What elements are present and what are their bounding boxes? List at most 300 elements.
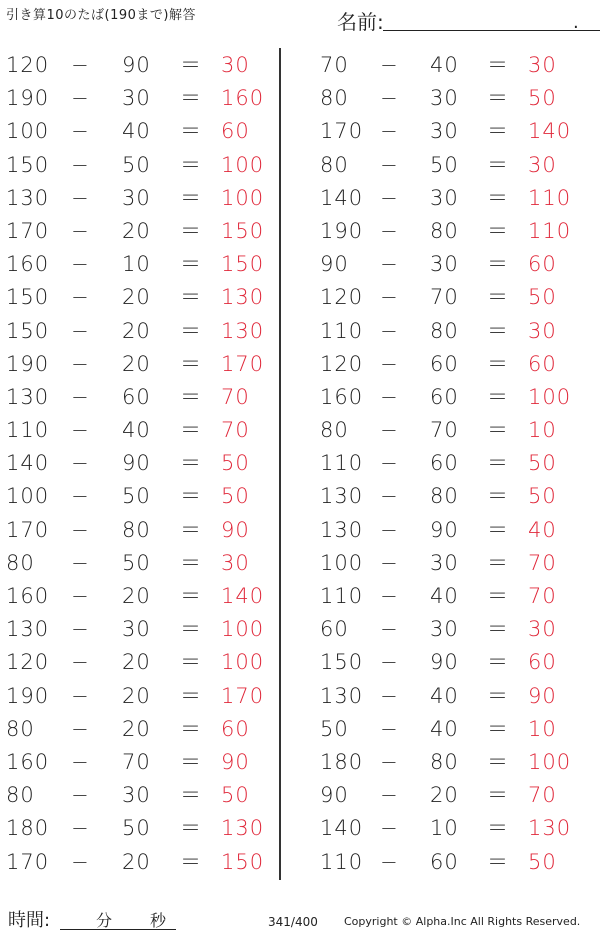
minus-sign: − — [71, 584, 90, 608]
problem-row — [316, 248, 600, 281]
problem-row — [0, 514, 290, 547]
minus-sign: − — [71, 318, 90, 343]
minus-sign: − — [380, 152, 399, 177]
answer: 70 — [221, 418, 250, 443]
subtrahend: 50 — [430, 152, 459, 177]
equals-sign: ＝ — [487, 517, 509, 542]
subtrahend: 50 — [122, 152, 151, 177]
problem-row — [0, 82, 290, 115]
equals-sign: ＝ — [487, 351, 509, 376]
answer: 30 — [221, 550, 250, 575]
left-problem-column — [0, 49, 290, 879]
minuend: 150 — [320, 650, 364, 675]
minuend: 130 — [320, 484, 364, 509]
minus-sign: − — [380, 318, 399, 343]
problem-row — [0, 149, 290, 182]
answer: 50 — [528, 451, 557, 476]
minus-sign: − — [380, 218, 399, 243]
minuend: 120 — [6, 650, 50, 675]
minus-sign: − — [71, 185, 90, 210]
minuend: 170 — [320, 119, 364, 144]
minutes-label: 分 — [96, 911, 113, 930]
minuend: 90 — [320, 783, 349, 808]
minus-sign: − — [71, 550, 90, 575]
minuend: 190 — [6, 351, 50, 376]
answer: 100 — [221, 617, 265, 642]
minus-sign: − — [380, 584, 399, 608]
subtrahend: 90 — [430, 650, 459, 675]
minuend: 60 — [320, 617, 349, 642]
minus-sign: − — [380, 384, 399, 409]
equals-sign: ＝ — [180, 617, 202, 642]
subtrahend: 30 — [430, 617, 459, 642]
minuend: 100 — [320, 550, 364, 575]
equals-sign: ＝ — [180, 252, 202, 277]
minus-sign: − — [71, 650, 90, 675]
answer: 30 — [528, 617, 557, 642]
problem-row — [316, 680, 600, 713]
answer: 110 — [528, 218, 572, 243]
answer: 60 — [528, 650, 557, 675]
minuend: 110 — [320, 584, 364, 608]
equals-sign: ＝ — [487, 749, 509, 774]
problem-row — [0, 779, 290, 812]
minus-sign: − — [71, 849, 90, 874]
minuend: 50 — [320, 716, 349, 741]
problem-row — [0, 846, 290, 879]
minus-sign: − — [380, 252, 399, 277]
minus-sign: − — [380, 749, 399, 774]
subtrahend: 20 — [122, 683, 151, 708]
subtrahend: 40 — [430, 683, 459, 708]
subtrahend: 90 — [122, 53, 151, 77]
problem-row — [0, 49, 290, 82]
minus-sign: − — [380, 783, 399, 808]
subtrahend: 50 — [122, 816, 151, 841]
answer: 90 — [221, 749, 250, 774]
copyright-notice: Copyright © Alpha.Inc All Rights Reserved. — [344, 915, 581, 928]
problem-row — [0, 547, 290, 580]
equals-sign: ＝ — [180, 584, 202, 608]
subtrahend: 10 — [122, 252, 151, 277]
problem-row — [316, 646, 600, 679]
minus-sign: − — [71, 749, 90, 774]
subtrahend: 80 — [122, 517, 151, 542]
answer: 70 — [528, 783, 557, 808]
minuend: 140 — [6, 451, 50, 476]
equals-sign: ＝ — [487, 650, 509, 675]
answer: 150 — [221, 252, 265, 277]
subtrahend: 50 — [122, 550, 151, 575]
minuend: 80 — [320, 86, 349, 111]
subtrahend: 70 — [430, 285, 459, 310]
minuend: 170 — [6, 849, 50, 874]
subtrahend: 80 — [430, 218, 459, 243]
problem-row — [316, 547, 600, 580]
minuend: 110 — [320, 318, 364, 343]
answer: 100 — [221, 650, 265, 675]
problem-row — [0, 447, 290, 480]
problem-row — [0, 580, 290, 613]
subtrahend: 20 — [122, 716, 151, 741]
answer: 130 — [221, 285, 265, 310]
subtrahend: 90 — [430, 517, 459, 542]
minus-sign: − — [71, 285, 90, 310]
problem-row — [316, 846, 600, 879]
answer: 140 — [221, 584, 265, 608]
equals-sign: ＝ — [180, 650, 202, 675]
subtrahend: 60 — [430, 849, 459, 874]
minuend: 110 — [320, 849, 364, 874]
equals-sign: ＝ — [180, 517, 202, 542]
problem-row — [0, 713, 290, 746]
problem-row — [0, 613, 290, 646]
equals-sign: ＝ — [487, 683, 509, 708]
minuend: 80 — [6, 550, 35, 575]
answer: 40 — [528, 517, 557, 542]
minuend: 150 — [6, 152, 50, 177]
subtrahend: 40 — [430, 716, 459, 741]
minus-sign: − — [71, 119, 90, 144]
minus-sign: − — [71, 783, 90, 808]
answer: 60 — [221, 119, 250, 144]
equals-sign: ＝ — [487, 849, 509, 874]
answer: 70 — [528, 584, 557, 608]
answer: 130 — [221, 816, 265, 841]
problem-row — [316, 281, 600, 314]
minuend: 120 — [320, 285, 364, 310]
answer: 60 — [221, 716, 250, 741]
minus-sign: − — [380, 86, 399, 111]
problem-row — [316, 447, 600, 480]
problem-row — [0, 315, 290, 348]
subtrahend: 30 — [122, 185, 151, 210]
minus-sign: − — [380, 119, 399, 144]
subtrahend: 80 — [430, 749, 459, 774]
subtrahend: 20 — [122, 318, 151, 343]
minuend: 150 — [6, 318, 50, 343]
right-problem-column — [316, 49, 600, 879]
answer: 70 — [528, 550, 557, 575]
equals-sign: ＝ — [487, 218, 509, 243]
subtrahend: 60 — [430, 351, 459, 376]
minuend: 80 — [320, 418, 349, 443]
minus-sign: − — [71, 384, 90, 409]
subtrahend: 60 — [122, 384, 151, 409]
minuend: 130 — [320, 683, 364, 708]
subtrahend: 40 — [122, 418, 151, 443]
subtrahend: 20 — [430, 783, 459, 808]
minuend: 90 — [320, 252, 349, 277]
answer: 170 — [221, 683, 265, 708]
answer: 10 — [528, 418, 557, 443]
equals-sign: ＝ — [180, 849, 202, 874]
problem-row — [0, 746, 290, 779]
problem-row — [316, 215, 600, 248]
answer: 90 — [221, 517, 250, 542]
minuend: 160 — [6, 584, 50, 608]
subtrahend: 30 — [430, 86, 459, 111]
problem-row — [316, 182, 600, 215]
problem-row — [316, 149, 600, 182]
subtrahend: 30 — [430, 119, 459, 144]
equals-sign: ＝ — [180, 185, 202, 210]
problem-row — [316, 480, 600, 513]
equals-sign: ＝ — [487, 484, 509, 509]
subtrahend: 80 — [430, 318, 459, 343]
equals-sign: ＝ — [180, 716, 202, 741]
subtrahend: 30 — [122, 86, 151, 111]
equals-sign: ＝ — [487, 119, 509, 144]
subtrahend: 30 — [430, 185, 459, 210]
minuend: 110 — [6, 418, 50, 443]
answer: 100 — [528, 749, 572, 774]
minus-sign: − — [71, 418, 90, 443]
problem-row — [316, 779, 600, 812]
minus-sign: − — [71, 252, 90, 277]
minuend: 160 — [320, 384, 364, 409]
equals-sign: ＝ — [487, 318, 509, 343]
minuend: 140 — [320, 185, 364, 210]
equals-sign: ＝ — [180, 351, 202, 376]
answer: 50 — [528, 484, 557, 509]
subtrahend: 20 — [122, 650, 151, 675]
equals-sign: ＝ — [487, 86, 509, 111]
problem-row — [316, 82, 600, 115]
equals-sign: ＝ — [180, 816, 202, 841]
subtrahend: 60 — [430, 451, 459, 476]
problem-row — [316, 414, 600, 447]
subtrahend: 40 — [430, 584, 459, 608]
subtrahend: 40 — [122, 119, 151, 144]
answer: 50 — [528, 285, 557, 310]
problem-row — [316, 580, 600, 613]
equals-sign: ＝ — [180, 683, 202, 708]
minuend: 130 — [6, 617, 50, 642]
problem-row — [0, 680, 290, 713]
equals-sign: ＝ — [180, 318, 202, 343]
minuend: 170 — [6, 517, 50, 542]
answer: 100 — [528, 384, 572, 409]
equals-sign: ＝ — [487, 617, 509, 642]
subtrahend: 20 — [122, 285, 151, 310]
equals-sign: ＝ — [487, 152, 509, 177]
minuend: 190 — [320, 218, 364, 243]
subtrahend: 70 — [122, 749, 151, 774]
subtrahend: 20 — [122, 218, 151, 243]
equals-sign: ＝ — [487, 53, 509, 77]
equals-sign: ＝ — [180, 384, 202, 409]
answer: 150 — [221, 849, 265, 874]
answer: 170 — [221, 351, 265, 376]
problem-row — [0, 248, 290, 281]
minus-sign: − — [380, 617, 399, 642]
subtrahend: 80 — [430, 484, 459, 509]
answer: 140 — [528, 119, 572, 144]
answer: 30 — [528, 152, 557, 177]
answer: 10 — [528, 716, 557, 741]
problem-row — [316, 315, 600, 348]
equals-sign: ＝ — [180, 451, 202, 476]
answer: 160 — [221, 86, 265, 111]
minus-sign: − — [380, 550, 399, 575]
minuend: 190 — [6, 86, 50, 111]
minus-sign: − — [380, 285, 399, 310]
minus-sign: − — [380, 849, 399, 874]
subtrahend: 20 — [122, 351, 151, 376]
minuend: 100 — [6, 119, 50, 144]
minus-sign: − — [380, 451, 399, 476]
answer: 50 — [528, 849, 557, 874]
answer: 100 — [221, 185, 265, 210]
minuend: 190 — [6, 683, 50, 708]
equals-sign: ＝ — [180, 86, 202, 111]
minuend: 160 — [6, 749, 50, 774]
problem-row — [0, 646, 290, 679]
answer: 50 — [528, 86, 557, 111]
subtrahend: 90 — [122, 451, 151, 476]
subtrahend: 10 — [430, 816, 459, 841]
equals-sign: ＝ — [487, 550, 509, 575]
minuend: 80 — [6, 716, 35, 741]
minuend: 110 — [320, 451, 364, 476]
problem-row — [0, 182, 290, 215]
minuend: 130 — [6, 185, 50, 210]
answer: 100 — [221, 152, 265, 177]
answer: 130 — [528, 816, 572, 841]
answer: 90 — [528, 683, 557, 708]
equals-sign: ＝ — [180, 484, 202, 509]
minuend: 80 — [6, 783, 35, 808]
equals-sign: ＝ — [487, 285, 509, 310]
answer: 110 — [528, 185, 572, 210]
problem-row — [0, 414, 290, 447]
equals-sign: ＝ — [180, 119, 202, 144]
minuend: 150 — [6, 285, 50, 310]
equals-sign: ＝ — [180, 218, 202, 243]
problem-row — [316, 348, 600, 381]
equals-sign: ＝ — [180, 152, 202, 177]
answer: 60 — [528, 351, 557, 376]
problem-row — [0, 480, 290, 513]
minuend: 180 — [320, 749, 364, 774]
equals-sign: ＝ — [487, 783, 509, 808]
problem-row — [0, 381, 290, 414]
problem-row — [0, 215, 290, 248]
page-number: 341/400 — [268, 915, 318, 929]
problem-row — [316, 613, 600, 646]
equals-sign: ＝ — [487, 384, 509, 409]
minuend: 140 — [320, 816, 364, 841]
equals-sign: ＝ — [487, 716, 509, 741]
answer: 30 — [528, 318, 557, 343]
minus-sign: − — [71, 53, 90, 77]
equals-sign: ＝ — [487, 816, 509, 841]
name-underline — [383, 30, 600, 31]
minuend: 130 — [6, 384, 50, 409]
answer: 150 — [221, 218, 265, 243]
minuend: 120 — [6, 53, 50, 77]
subtrahend: 60 — [430, 384, 459, 409]
name-field — [337, 6, 587, 32]
worksheet-title: 引き算10のたば(190まで)解答 — [6, 8, 196, 23]
minus-sign: − — [71, 351, 90, 376]
subtrahend: 30 — [122, 617, 151, 642]
answer: 50 — [221, 484, 250, 509]
minus-sign: − — [380, 484, 399, 509]
problem-row — [316, 381, 600, 414]
minus-sign: − — [71, 86, 90, 111]
minuend: 170 — [6, 218, 50, 243]
minus-sign: − — [380, 650, 399, 675]
equals-sign: ＝ — [180, 749, 202, 774]
problem-row — [316, 713, 600, 746]
minuend: 160 — [6, 252, 50, 277]
problem-row — [0, 348, 290, 381]
problem-row — [316, 115, 600, 148]
minus-sign: − — [71, 152, 90, 177]
problem-row — [0, 812, 290, 845]
minuend: 70 — [320, 53, 349, 77]
minus-sign: − — [71, 484, 90, 509]
problem-row — [316, 812, 600, 845]
subtrahend: 70 — [430, 418, 459, 443]
minus-sign: − — [71, 683, 90, 708]
subtrahend: 30 — [430, 252, 459, 277]
subtrahend: 20 — [122, 849, 151, 874]
equals-sign: ＝ — [487, 584, 509, 608]
answer: 30 — [221, 53, 250, 77]
minuend: 180 — [6, 816, 50, 841]
subtrahend: 20 — [122, 584, 151, 608]
minus-sign: − — [71, 218, 90, 243]
name-label: 名前: — [337, 10, 384, 34]
minus-sign: − — [71, 451, 90, 476]
problem-row — [0, 281, 290, 314]
minus-sign: − — [380, 351, 399, 376]
minuend: 120 — [320, 351, 364, 376]
equals-sign: ＝ — [487, 451, 509, 476]
minus-sign: − — [380, 816, 399, 841]
equals-sign: ＝ — [487, 418, 509, 443]
answer: 50 — [221, 451, 250, 476]
minus-sign: − — [380, 517, 399, 542]
minuend: 100 — [6, 484, 50, 509]
minus-sign: − — [380, 418, 399, 443]
subtrahend: 50 — [122, 484, 151, 509]
minus-sign: − — [380, 716, 399, 741]
problem-row — [0, 115, 290, 148]
answer: 50 — [221, 783, 250, 808]
subtrahend: 30 — [122, 783, 151, 808]
minus-sign: − — [71, 816, 90, 841]
minus-sign: − — [380, 683, 399, 708]
time-label: 時間: — [8, 910, 51, 931]
minus-sign: − — [71, 517, 90, 542]
answer: 130 — [221, 318, 265, 343]
equals-sign: ＝ — [180, 550, 202, 575]
minuend: 130 — [320, 517, 364, 542]
minus-sign: − — [380, 53, 399, 77]
answer: 70 — [221, 384, 250, 409]
problem-row — [316, 514, 600, 547]
minus-sign: − — [380, 185, 399, 210]
subtrahend: 30 — [430, 550, 459, 575]
minus-sign: − — [71, 617, 90, 642]
minus-sign: − — [71, 716, 90, 741]
problem-row — [316, 49, 600, 82]
answer: 60 — [528, 252, 557, 277]
